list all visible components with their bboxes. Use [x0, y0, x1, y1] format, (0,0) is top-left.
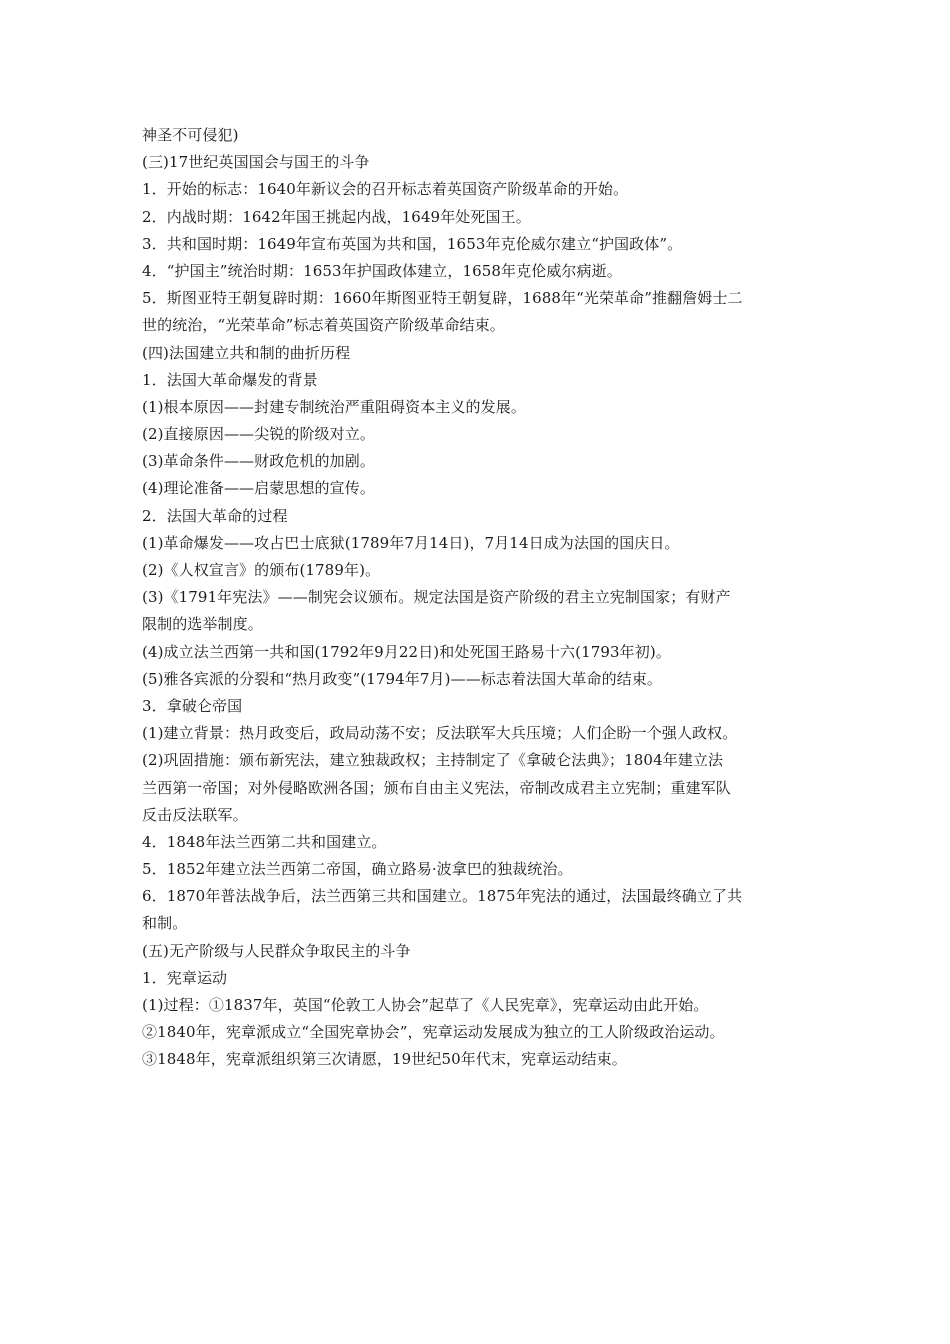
- text-line: (3)《1791年宪法》——制宪会议颁布。规定法国是资产阶级的君主立宪制国家；有财产: [142, 588, 731, 607]
- text-line: (5)雅各宾派的分裂和“热月政变”(1794年7月)——标志着法国大革命的结束。: [142, 669, 663, 688]
- text-line: 世的统治，“光荣革命”标志着英国资产阶级革命结束。: [142, 316, 505, 335]
- text-line: (4)成立法兰西第一共和国(1792年9月22日)和处死国王路易十六(1793年初)。: [142, 642, 671, 661]
- text-line: 4．1848年法兰西第二共和国建立。: [142, 832, 387, 851]
- section-heading: (五)无产阶级与人民群众争取民主的斗争: [142, 941, 411, 960]
- text-line: (4)理论准备——启蒙思想的宣传。: [142, 479, 375, 498]
- text-line: 限制的选举制度。: [142, 615, 263, 634]
- text-line: 1．开始的标志：1640年新议会的召开标志着英国资产阶级革命的开始。: [142, 180, 629, 199]
- text-line: 3．共和国时期：1649年宣布英国为共和国，1653年克伦威尔建立“护国政体”。: [142, 234, 683, 253]
- text-line: 5．1852年建立法兰西第二帝国，确立路易·波拿巴的独裁统治。: [142, 860, 573, 879]
- text-line: (1)革命爆发——攻占巴士底狱(1789年7月14日)，7月14日成为法国的国庆日。: [142, 533, 680, 552]
- text-line: ③1848年，宪章派组织第三次请愿，19世纪50年代末，宪章运动结束。: [142, 1050, 627, 1069]
- subsection-heading: 1．宪章运动: [142, 968, 228, 987]
- text-line: (3)革命条件——财政危机的加剧。: [142, 452, 375, 471]
- section-heading: (三)17世纪英国国会与国王的斗争: [142, 153, 370, 172]
- subsection-heading: 2．法国大革命的过程: [142, 506, 288, 525]
- text-line: 5．斯图亚特王朝复辟时期：1660年斯图亚特王朝复辟，1688年“光荣革命”推翻詹姆士二: [142, 289, 743, 308]
- text-line: 2．内战时期：1642年国王挑起内战，1649年处死国王。: [142, 207, 531, 226]
- text-line: (2)《人权宣言》的颁布(1789年)。: [142, 561, 381, 579]
- text-line: 4．“护国主”统治时期：1653年护国政体建立，1658年克伦威尔病逝。: [142, 261, 622, 280]
- text-line: (2)巩固措施：颁布新宪法，建立独裁政权；主持制定了《拿破仑法典》；1804年建立法: [142, 751, 724, 770]
- text-line: (2)直接原因——尖锐的阶级对立。: [142, 425, 375, 444]
- subsection-heading: 3．拿破仑帝国: [142, 696, 243, 715]
- text-line: 反击反法联军。: [142, 805, 248, 824]
- text-line: ②1840年，宪章派成立“全国宪章协会”，宪章运动发展成为独立的工人阶级政治运动。: [142, 1023, 725, 1042]
- text-line: (1)根本原因——封建专制统治严重阻碍资本主义的发展。: [142, 397, 526, 416]
- text-line: (1)过程：①1837年，英国“伦敦工人协会”起草了《人民宪章》，宪章运动由此开始。: [142, 996, 709, 1014]
- text-line: 兰西第一帝国；对外侵略欧洲各国；颁布自由主义宪法，帝制改成君主立宪制；重建军队: [142, 778, 731, 797]
- subsection-heading: 1．法国大革命爆发的背景: [142, 370, 318, 389]
- document-body: [142, 122, 814, 1074]
- text-line: 和制。: [142, 914, 188, 933]
- text-line: 6．1870年普法战争后，法兰西第三共和国建立。1875年宪法的通过，法国最终确立了共: [142, 887, 743, 906]
- text-line: (1)建立背景：热月政变后，政局动荡不安；反法联军大兵压境；人们企盼一个强人政权。: [142, 724, 738, 743]
- section-heading: (四)法国建立共和制的曲折历程: [142, 343, 351, 362]
- text-line: 神圣不可侵犯): [142, 126, 239, 144]
